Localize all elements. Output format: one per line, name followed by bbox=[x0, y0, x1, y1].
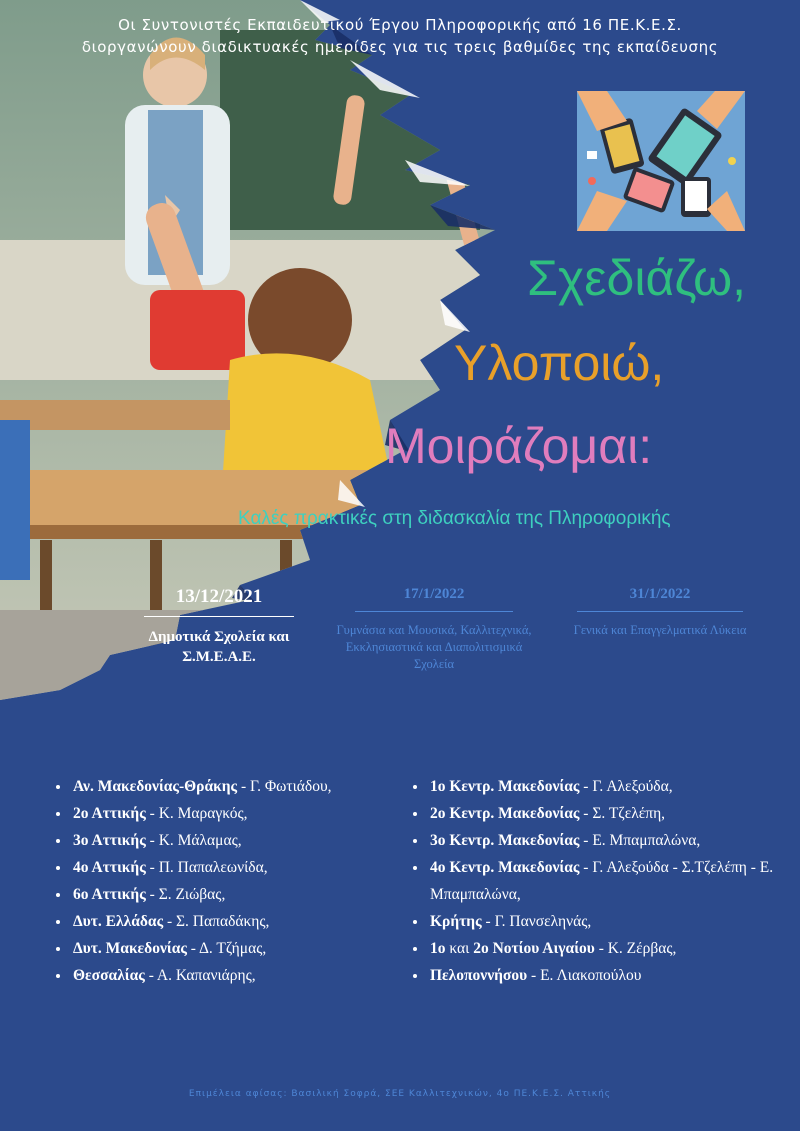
names: Κ. Μάλαμας, bbox=[158, 832, 242, 849]
names: Π. Παπαλεωνίδα, bbox=[158, 859, 268, 876]
region: 1ο Κεντρ. Μακεδονίας bbox=[430, 778, 580, 795]
names: Γ. Αλεξούδα - Σ.Τζελέπη - Ε. Μπαμπαλώνα, bbox=[430, 859, 774, 903]
separator: - bbox=[481, 913, 495, 930]
region: 4ο Αττικής bbox=[73, 859, 146, 876]
list-item bbox=[71, 935, 416, 962]
joiner: και bbox=[445, 940, 474, 957]
names: Σ. Τζελέπη, bbox=[592, 805, 666, 822]
list-item bbox=[71, 827, 416, 854]
event-1 bbox=[140, 586, 298, 667]
title-line-2: Υλοποιώ, bbox=[454, 335, 665, 391]
region: 1ο bbox=[430, 940, 446, 957]
list-item bbox=[428, 773, 788, 800]
region: 4ο Κεντρ. Μακεδονίας bbox=[430, 859, 580, 876]
region: 6ο Αττικής bbox=[73, 886, 146, 903]
header-line-2: διοργανώνουν διαδικτυακές ημερίδες για τις τρεις βαθμίδες της εκπαίδευσης bbox=[81, 38, 719, 56]
separator: - bbox=[186, 940, 199, 957]
list-item bbox=[71, 908, 416, 935]
separator: - bbox=[145, 805, 159, 822]
separator: - bbox=[579, 832, 593, 849]
header bbox=[0, 14, 800, 58]
region: 2ο Νοτίου Αιγαίου bbox=[473, 940, 595, 957]
names: Α. Καπανιάρης, bbox=[156, 967, 256, 984]
names: Γ. Αλεξούδα, bbox=[592, 778, 673, 795]
list-item bbox=[71, 881, 416, 908]
list-item bbox=[71, 854, 416, 881]
subtitle: Καλές πρακτικές στη διδασκαλία της Πληροφορικής bbox=[238, 508, 671, 529]
region: 3ο Κεντρ. Μακεδονίας bbox=[430, 832, 580, 849]
list-item bbox=[71, 962, 416, 989]
event-2 bbox=[328, 586, 540, 673]
separator: - bbox=[579, 778, 593, 795]
footer-credit: Επιμέλεια αφίσας: Βασιλική Σοφρά, ΣΕΕ Καλλιτεχνικών, 4ο ΠΕ.Κ.Ε.Σ. Αττικής bbox=[188, 1089, 612, 1099]
separator: - bbox=[237, 778, 250, 795]
separator: - bbox=[145, 832, 159, 849]
names: Γ. Φωτιάδου, bbox=[249, 778, 332, 795]
event-date: 17/1/2022 bbox=[403, 586, 465, 602]
list-item bbox=[428, 935, 788, 962]
separator: - bbox=[144, 967, 157, 984]
region: 2ο Αττικής bbox=[73, 805, 146, 822]
separator: - bbox=[145, 886, 159, 903]
region: Αν. Μακεδονίας-Θράκης bbox=[73, 778, 238, 795]
divider bbox=[355, 611, 513, 612]
event-audience: Γενικά και Επαγγελματικά Λύκεια bbox=[573, 623, 747, 637]
region: 2ο Κεντρ. Μακεδονίας bbox=[430, 805, 580, 822]
names: Κ. Ζέρβας, bbox=[607, 940, 677, 957]
names: Ε. Μπαμπαλώνα, bbox=[592, 832, 701, 849]
region: Κρήτης bbox=[430, 913, 482, 930]
separator: - bbox=[163, 913, 177, 930]
title-line-3: Μοιράζομαι: bbox=[385, 418, 653, 474]
separator: - bbox=[145, 859, 159, 876]
separator: - bbox=[579, 859, 593, 876]
event-audience: Γυμνάσια και Μουσικά, Καλλιτεχνικά, Εκκλησιαστικά και Διαπολιτισμικά Σχολεία bbox=[336, 623, 532, 671]
names: Κ. Μαραγκός, bbox=[158, 805, 248, 822]
names: Γ. Πανσεληνάς, bbox=[494, 913, 592, 930]
region: Δυτ. Ελλάδας bbox=[73, 913, 164, 930]
devices-illustration bbox=[577, 91, 745, 231]
coordinators-list-left bbox=[53, 773, 416, 989]
region: Θεσσαλίας bbox=[73, 967, 145, 984]
event-date: 13/12/2021 bbox=[175, 586, 263, 607]
names: Δ. Τζήμας, bbox=[198, 940, 267, 957]
separator: - bbox=[527, 967, 541, 984]
list-item bbox=[71, 800, 416, 827]
separator: - bbox=[579, 805, 593, 822]
region: 3ο Αττικής bbox=[73, 832, 146, 849]
separator: - bbox=[594, 940, 608, 957]
list-item bbox=[428, 854, 788, 908]
region: Δυτ. Μακεδονίας bbox=[73, 940, 187, 957]
list-item bbox=[428, 827, 788, 854]
list-item bbox=[428, 962, 788, 989]
names: Ε. Λιακοπούλου bbox=[540, 967, 642, 984]
divider bbox=[577, 611, 743, 612]
header-line-1: Οι Συντονιστές Εκπαιδευτικού Έργου Πληροφορικής από 16 ΠΕ.Κ.Ε.Σ. bbox=[118, 16, 682, 34]
coordinators-list-right bbox=[410, 773, 788, 989]
title-line-1: Σχεδιάζω, bbox=[527, 250, 746, 306]
list-item bbox=[71, 773, 416, 800]
names: Σ. Ζιώβας, bbox=[158, 886, 226, 903]
event-audience: Δημοτικά Σχολεία και Σ.Μ.Ε.Α.Ε. bbox=[148, 629, 290, 665]
divider bbox=[144, 616, 294, 617]
names: Σ. Παπαδάκης, bbox=[176, 913, 270, 930]
list-item bbox=[428, 800, 788, 827]
event-3 bbox=[560, 586, 760, 639]
region: Πελοποννήσου bbox=[430, 967, 528, 984]
list-item bbox=[428, 908, 788, 935]
event-date: 31/1/2022 bbox=[629, 586, 691, 602]
